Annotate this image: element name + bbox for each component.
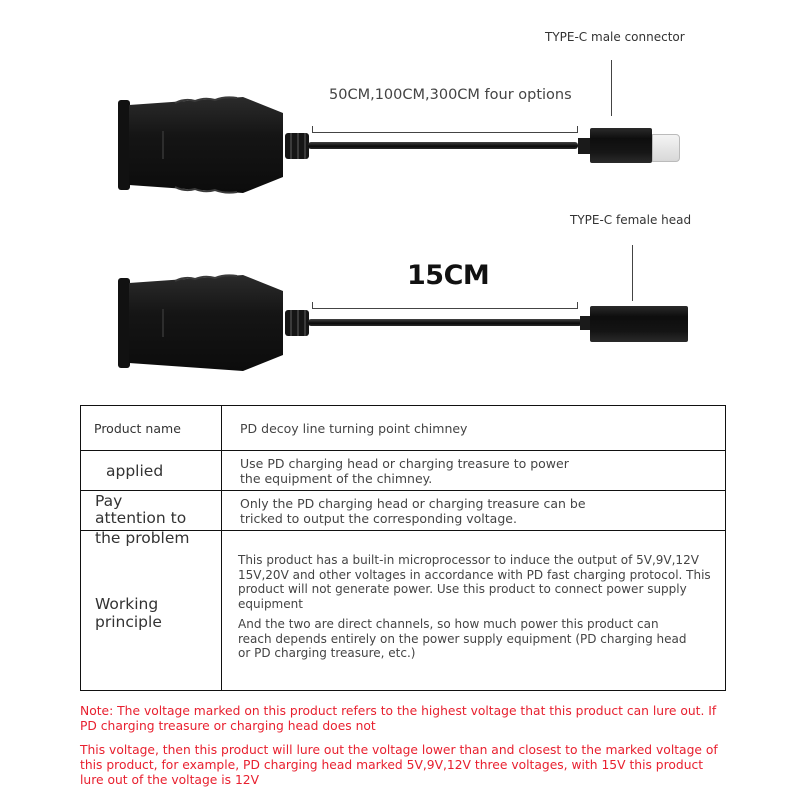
type-c-male-connector [590,128,652,163]
row-value: PD decoy line turning point chimney [222,406,726,451]
spec-table [80,405,726,691]
row-value [222,531,726,691]
table-row [81,491,726,531]
paragraph: This product has a built-in microprocessor to induce the output of 5V,9V,12V 15V,20V and other voltages in accordance with PD fast charging protocol. This product will not generate power. Use this product to connect power supply equipment [238,553,711,611]
row-value: Use PD charging head or charging treasure to power the equipment of the chimney. [222,451,726,491]
length-label: 15CM [407,260,490,291]
leader-line [611,60,612,116]
length-bracket [312,126,578,133]
note-2: This voltage, then this product will lure out the voltage lower than and closest to the marked voltage of this product, for example, PD charging head marked 5V,9V,12V three voltages, with 15V this product lure out of the voltage is 12V [80,743,718,787]
row-key: applied [81,451,222,491]
car-socket-plug-icon [115,95,285,195]
table-row [81,406,726,451]
car-socket-plug-icon [115,273,285,373]
row-key: the problem Working principle [81,531,222,691]
row-key: Product name [81,406,222,451]
cable [308,142,578,149]
table-row [81,531,726,691]
type-c-female-connector [590,306,688,342]
leader-line [632,245,633,301]
cable [308,319,582,326]
connector-label: TYPE-C male connector [545,30,685,44]
paragraph: And the two are direct channels, so how much power this product can reach depends entirely on the power supply equipment (PD charging head or PD charging treasure, etc.) [238,617,687,660]
row-key: Pay attention to [81,491,222,531]
table-row [81,451,726,491]
length-bracket [312,302,578,309]
note-1: Note: The voltage marked on this product refers to the highest voltage that this product can lure out. If PD charging treasure or charging head does not [80,704,717,733]
row-value: Only the PD charging head or charging treasure can be tricked to output the corresponding voltage. [222,491,726,531]
length-label: 50CM,100CM,300CM four options [329,87,572,103]
connector-label: TYPE-C female head [570,213,692,227]
